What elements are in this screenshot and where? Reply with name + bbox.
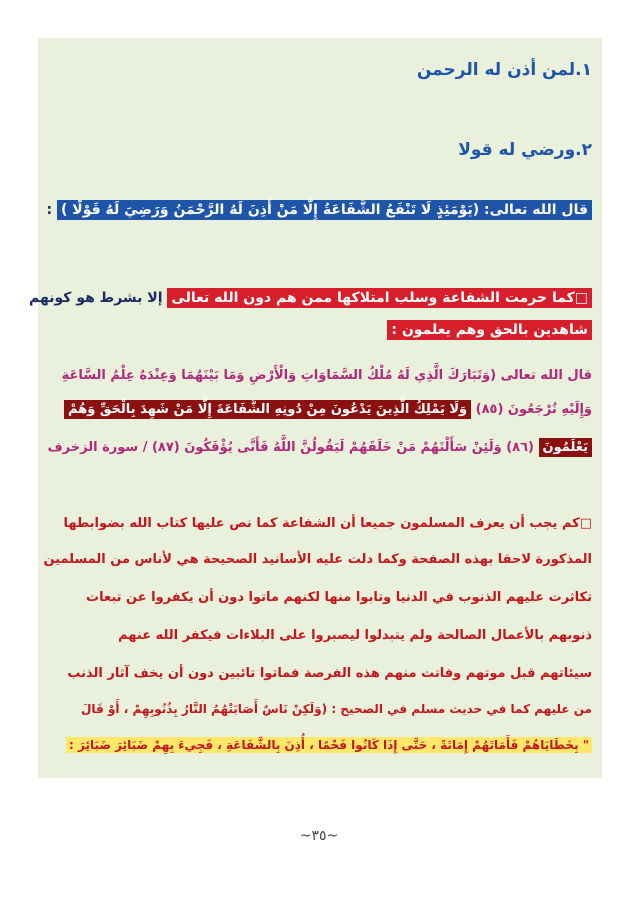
verse-1: قال الله تعالى: (يَوْمَئِذٍ لَا تَنْفَعُ الشَّفَاعَةُ إِلَّا مَنْ أَذِنَ لَهُ الرَّحْمَنُ وَرَضِيَ لَهُ قَوْلًا ) :	[47, 202, 592, 218]
paragraph-2-line-3: تكاثرت عليهم الذنوب في الدنيا وتابوا منها لكنهم ماتوا دون أن يكفروا عن تبعات	[86, 590, 592, 605]
page-number: ~٣٥~	[299, 828, 339, 844]
paragraph-1-line-2: شاهدين بالحق وهم يعلمون :	[387, 322, 592, 338]
paragraph-2-line-1: □كم يجب أن يعرف المسلمون جميعا أن الشفاعة كما نص عليها كتاب الله بضوابطها	[63, 516, 592, 531]
paragraph-2-line-5: سيئاتهم قبل موتهم وفاتت منهم هذه الفرصة فماتوا تائبين دون أن يخف آثار الذنب	[67, 666, 592, 681]
verse-2-line-3: يَعْلَمُونَ (٨٦) وَلَئِنْ سَأَلْتَهُمْ مَنْ خَلَقَهُمْ لَيَقُولُنَّ اللَّهُ فَأَنَّى يُؤْفَكُونَ (٨٧) / سورة الزخرف	[48, 440, 592, 455]
paragraph-2-line-2: المذكورة لاحقا بهذه الصفحة وكما دلت عليه الأسانيد الصحيحة هي لأناس من المسلمين	[43, 552, 592, 567]
paragraph-2-line-7: " بِخَطَايَاهُمْ فَأَمَاتَهُمْ إِمَاتَةً ، حَتَّى إِذَا كَانُوا فَحْمًا ، أُذِنَ بِالشَّفَاعَةِ ، فَجِيءَ بِهِمْ ضَبَائِرَ ضَبَائِرَ :	[66, 738, 592, 752]
verse-2-line-2: وَإِلَيْهِ تُرْجَعُونَ (٨٥) وَلَا يَمْلِكُ الَّذِينَ يَدْعُونَ مِنْ دُونِهِ الشَّفَاعَةَ إِلَّا مَنْ شَهِدَ بِالْحَقِّ وَهُمْ	[64, 402, 592, 417]
verse-2-line-1: قال الله تعالى (وَتَبَارَكَ الَّذِي لَهُ مُلْكُ السَّمَاوَاتِ وَالْأَرْضِ وَمَا بَيْنَهُمَا وَعِنْدَهُ عِلْمُ السَّاعَةِ	[61, 368, 592, 383]
item-1: ١.لمن أذن له الرحمن	[416, 60, 592, 80]
paragraph-2-line-4: ذنوبهم بالأعمال الصالحة ولم يتبدلوا ليصبروا على البلاءات فيكفر الله عنهم	[118, 628, 592, 643]
paragraph-1-line-1: □كما حرمت الشفاعة وسلب امتلاكها ممن هم دون الله تعالى إلا بشرط هو كونهم	[29, 290, 592, 306]
paragraph-2-line-6: من عليهم كما في حديث مسلم في الصحيح : (وَلَكِنْ نَاسٌ أَصَابَتْهُمُ النَّارُ بِذُنُوبِهِمْ ، أَوْ قَالَ	[81, 702, 592, 716]
item-2: ٢.ورضي له قولا	[458, 140, 592, 160]
page-content	[29, 38, 602, 778]
